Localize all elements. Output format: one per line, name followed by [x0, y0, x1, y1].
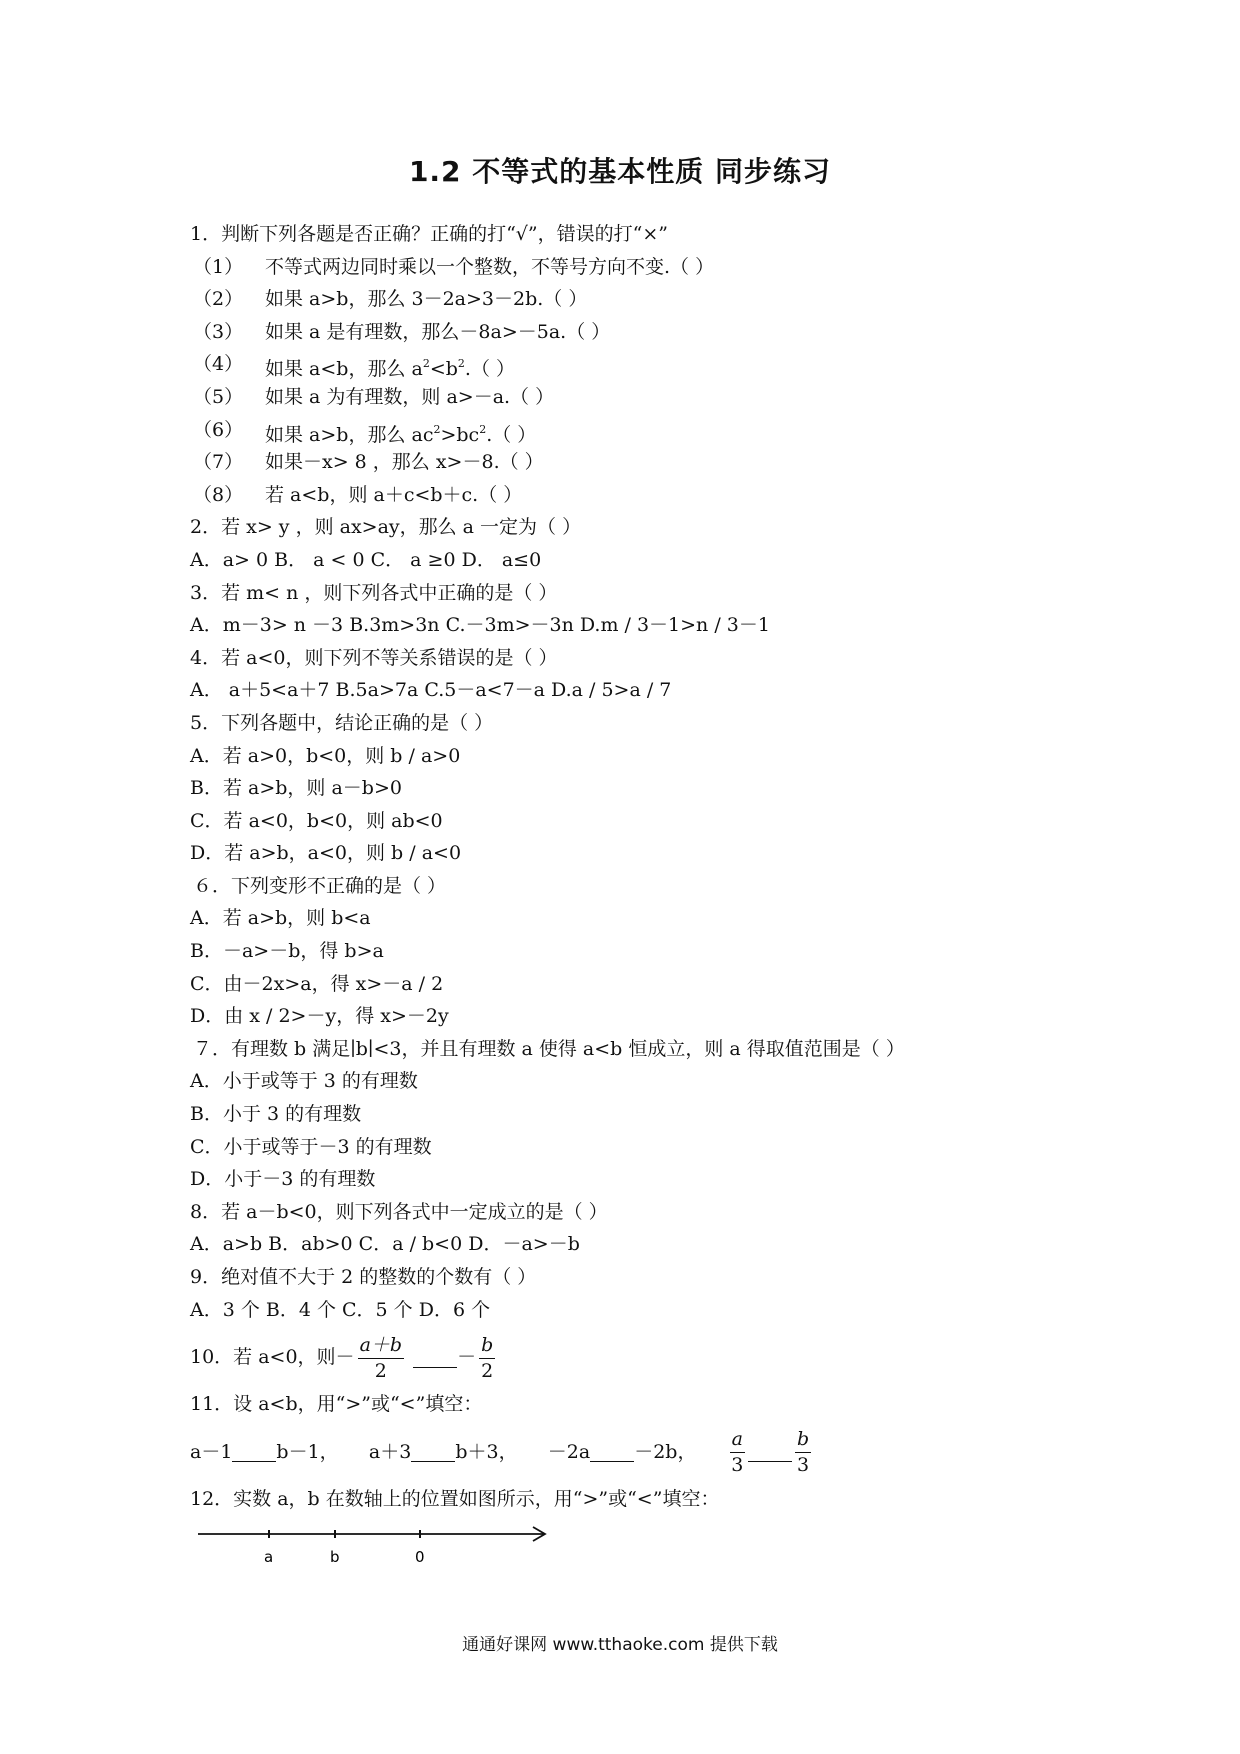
- q11-fraction-b: $\frac{b}{3}$: [797, 1428, 810, 1477]
- q10-fraction-1: $\frac{a+b}{2}$: [359, 1333, 403, 1382]
- number-line-figure: [190, 1512, 570, 1582]
- q12-stem: 12．实数 a，b 在数轴上的位置如图所示，用“>”或“<”填空：: [190, 1487, 720, 1510]
- q10: 10．若 a<0，则－ $\frac{a+b}{2}$ － $\frac{b}{2}$: [190, 1333, 494, 1382]
- q11-blank-4: [748, 1443, 792, 1462]
- q8-stem: 8．若 a－b<0，则下列各式中一定成立的是（ ）: [190, 1200, 608, 1223]
- q1-item-7: （7） 如果－x> 8 ，那么 x>－8.（ ）: [193, 451, 544, 474]
- q5-option-d: D．若 a>b，a<0，则 b / a<0: [190, 842, 462, 865]
- footer-source: 通通好课网 www.tthaoke.com 提供下载: [462, 1635, 778, 1655]
- q7-option-d: D．小于－3 的有理数: [190, 1168, 376, 1191]
- q1-item-6: （6） 如果 a>b，那么 $ac^2>bc^2$.（ ）: [193, 418, 537, 446]
- q1-item-8: （8） 若 a<b，则 a＋c<b＋c.（ ）: [193, 483, 523, 506]
- q11-fraction-a: $\frac{a}{3}$: [731, 1428, 744, 1477]
- q7-option-c: C．小于或等于－3 的有理数: [190, 1135, 432, 1158]
- q1-item-5: （5） 如果 a 为有理数，则 a>－a.（ ）: [193, 385, 555, 408]
- q4-options: A． a＋5<a＋7 B.5a>7a C.5－a<7－a D.a / 5>a / 7: [190, 679, 672, 702]
- q11-stem: 11．设 a<b，用“>”或“<”填空：: [190, 1393, 483, 1416]
- q5-option-b: B．若 a>b，则 a－b>0: [190, 777, 402, 800]
- q1-item-2: （2） 如果 a>b，那么 3－2a>3－2b.（ ）: [193, 288, 588, 311]
- q6-option-c: C．由－2x>a，得 x>－a / 2: [190, 972, 444, 995]
- exercise-list: [0, 218, 1240, 1515]
- q1-item-4: （4） 如果 a<b，那么 $a^2<b^2$.（ ）: [193, 353, 516, 381]
- q7-option-b: B．小于 3 的有理数: [190, 1103, 362, 1126]
- q5-option-a: A．若 a>0，b<0，则 b / a>0: [190, 744, 461, 767]
- q3-options: A．m－3> n －3 B.3m>3n C.－3m>－3n D.m / 3－1>n / 3－1: [190, 614, 770, 637]
- q8-options: A．a>b B．ab>0 C．a / b<0 D．－a>－b: [190, 1233, 580, 1256]
- q6-stem: ６．下列变形不正确的是（ ）: [193, 874, 447, 897]
- q5-option-c: C．若 a<0，b<0，则 ab<0: [190, 809, 443, 832]
- q1-item-1: （1） 不等式两边同时乘以一个整数，不等号方向不变.（ ）: [193, 255, 715, 278]
- q6-option-a: A．若 a>b，则 b<a: [190, 907, 371, 930]
- q6-option-d: D．由 x / 2>－y，得 x>－2y: [190, 1005, 449, 1028]
- label-a: a: [264, 1548, 274, 1566]
- q9-stem: 9．绝对值不大于 2 的整数的个数有（ ）: [190, 1266, 537, 1288]
- q9-options: A．3 个 B．4 个 C．5 个 D．6 个: [190, 1298, 491, 1321]
- q10-fraction-2: $\frac{b}{2}$: [481, 1333, 494, 1382]
- q10-answer-blank: [413, 1349, 457, 1368]
- label-0: 0: [415, 1548, 425, 1566]
- q1-item-3: （3） 如果 a 是有理数，那么－8a>－5a.（ ）: [193, 320, 611, 343]
- q7-option-a: A．小于或等于 3 的有理数: [190, 1070, 418, 1093]
- q11-blank-3: [590, 1443, 634, 1462]
- q6-option-b: B．－a>－b，得 b>a: [190, 940, 384, 963]
- q2-options: A．a> 0 B． a < 0 C． a ≥0 D． a≤0: [190, 548, 542, 571]
- q4-stem: 4．若 a<0，则下列不等关系错误的是（ ）: [190, 646, 558, 669]
- q3-stem: 3．若 m< n ，则下列各式中正确的是（ ）: [190, 581, 558, 604]
- q5-stem: 5．下列各题中，结论正确的是（ ）: [190, 711, 494, 734]
- label-b: b: [330, 1548, 340, 1566]
- q2-stem: 2．若 x> y ，则 ax>ay，那么 a 一定为（ ）: [190, 516, 582, 539]
- q11-blank-2: [411, 1443, 455, 1462]
- q1-stem: 1．判断下列各题是否正确？正确的打“√”，错误的打“×”: [190, 223, 668, 245]
- q11-blanks: a－1 b－1， a＋3 b＋3， －2a －2b， $\frac{a}{3}$ $\frac{b}{3}$: [190, 1428, 810, 1477]
- q7-stem: ７．有理数 b 满足∣b∣<3，并且有理数 a 使得 a<b 恒成立，则 a 得取值范围是（ ）: [193, 1037, 905, 1060]
- page-title: 1.2 不等式的基本性质 同步练习: [408, 155, 832, 188]
- q11-blank-1: [232, 1443, 276, 1462]
